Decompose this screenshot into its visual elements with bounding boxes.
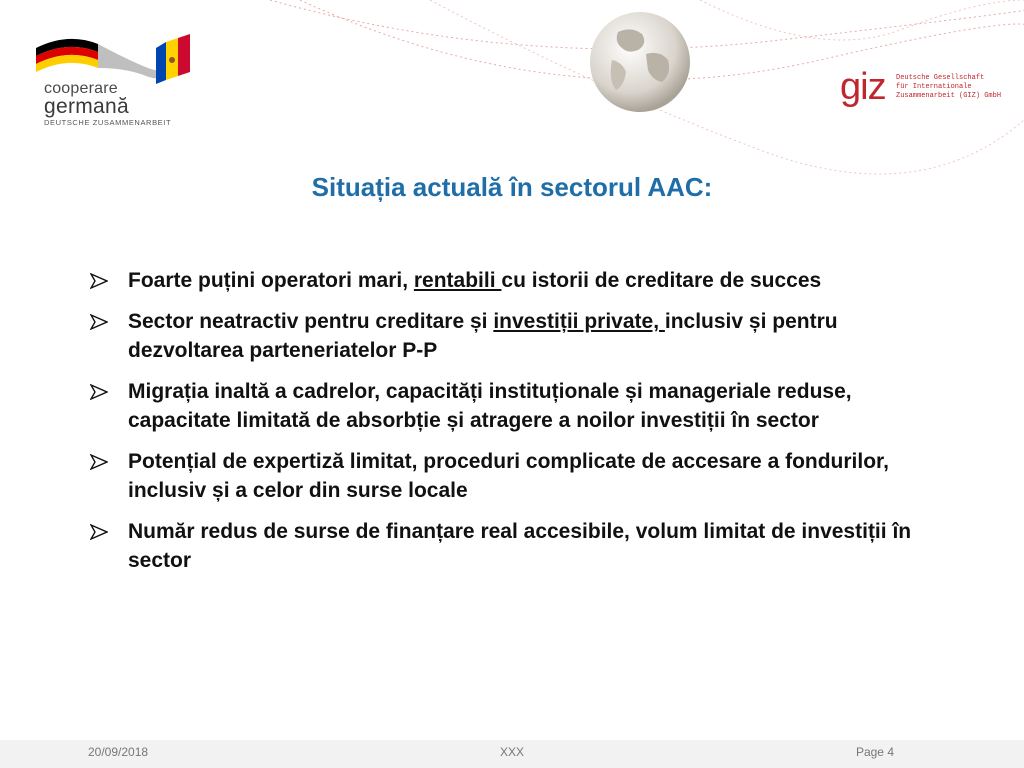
logo-line-3: DEUTSCHE ZUSAMMENARBEIT xyxy=(44,118,172,127)
logo-line-1: cooperare xyxy=(44,80,118,97)
bullet-text: Potențial de expertiză limitat, proceduri complicate de accesare a fondurilor, inclusiv și a celor din surse locale xyxy=(128,450,889,502)
giz-logo xyxy=(840,66,1010,110)
bullet-text: Număr redus de surse de finanțare real accesibile, volum limitat de investiții în sector xyxy=(128,520,912,572)
arrow-bullet-icon xyxy=(90,314,108,330)
arrow-bullet-icon xyxy=(90,384,108,400)
footer-center-text: XXX xyxy=(499,745,524,759)
footer-date: 20/09/2018 xyxy=(88,745,149,759)
giz-text-line: für Internationale xyxy=(896,83,972,91)
cooperare-germana-logo xyxy=(28,30,228,130)
arrow-bullet-icon xyxy=(90,273,108,289)
bullet-item xyxy=(90,377,940,435)
footer-page-number: Page 4 xyxy=(855,745,894,759)
slide-footer xyxy=(0,740,1024,768)
arrow-bullet-icon xyxy=(90,524,108,540)
giz-text-line: Zusammenarbeit (GIZ) GmbH xyxy=(896,92,1002,100)
bullet-item xyxy=(90,307,940,365)
logo-line-2: germană xyxy=(44,95,129,118)
bullet-item xyxy=(90,266,940,295)
bullet-item xyxy=(90,517,940,575)
bullet-text-end: cu istorii de creditare de succes xyxy=(501,269,822,292)
bullet-list xyxy=(90,266,940,587)
giz-mark: giz xyxy=(840,66,886,108)
bullet-text: Foarte puțini operatori mari, xyxy=(128,269,414,292)
bullet-text-end: inclusiv și pentru dezvoltarea parteneriatelor P-P xyxy=(128,310,838,362)
bullet-underlined-text: rentabili xyxy=(413,269,502,292)
bullet-item xyxy=(90,447,940,505)
arrow-bullet-icon xyxy=(90,454,108,470)
bullet-text: Migrația inaltă a cadrelor, capacități instituționale și manageriale reduse, capacitate limitată de absorbție și atragere a noilor investiții în sector xyxy=(128,380,852,432)
slide-title: Situația actuală în sectorul AAC: xyxy=(311,172,713,202)
giz-text-line: Deutsche Gesellschaft xyxy=(896,74,985,82)
globe-icon xyxy=(588,10,692,114)
bullet-underlined-text: investiții private, xyxy=(493,310,665,333)
bullet-text: Sector neatractiv pentru creditare și xyxy=(128,310,494,333)
